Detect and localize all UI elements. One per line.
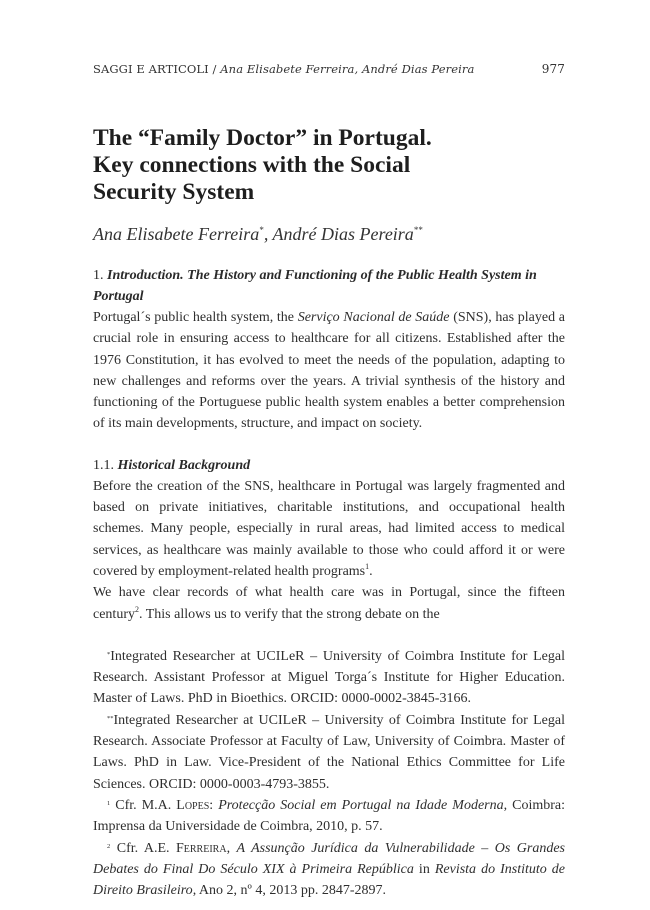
footnote-ref[interactable]: 1 [365, 561, 370, 571]
running-head [93, 62, 565, 76]
section-number: 1. [93, 268, 107, 283]
footnote-text: Cfr. M.A. [115, 797, 177, 813]
footnote-text: , [226, 840, 237, 856]
footnote-mark: * [107, 650, 111, 658]
footnote-text: in [413, 861, 435, 877]
footnote [93, 795, 565, 838]
footnote-text: Integrated Researcher at UCILeR – University of Coimbra Institute for Legal Research. Assistant Professor at Miguel Torga´s Institute for Higher Education. Master of Laws. PhD in Bioethics. ORCID: 0000-0002-3845-3166. [93, 648, 565, 707]
footnote [93, 646, 565, 710]
paragraph-text: Before the creation of the SNS, healthcare in Portugal was largely fragmented and based on private initiatives, charitable institutions, and occupational health schemes. Many people, especially in rural areas, had limited access to medical services, as healthcare was mainly available to those who could afford it or were covered by employment-related health programs [93, 478, 565, 579]
footnote-mark: 2 [107, 842, 111, 850]
author-name: Ana Elisabete Ferreira [93, 224, 260, 244]
paragraph-text: . [369, 563, 373, 579]
footnote-mark: 1 [107, 799, 111, 807]
subsection-heading [93, 455, 565, 476]
paragraph-text: We have clear records of what health care was in Portugal, since the fifteen century [93, 585, 565, 622]
paragraph [93, 476, 565, 582]
cited-title: A Assunção Jurídica da Vulnerabilidade – Os Grandes Debates do Final Do Século XIX à Primeira República [93, 840, 566, 877]
running-head-authors: Ana Elisabete Ferreira, André Dias Pereira [220, 62, 475, 76]
cited-journal: Revista do Instituto de Direito Brasileiro [93, 861, 566, 899]
footnote-text: , Coimbra: Imprensa da Universidade de Coimbra, 2010, p. 57. [93, 797, 566, 835]
title-line: Key connections with the Social [93, 152, 411, 178]
footnote-text: Integrated Researcher at UCILeR – University of Coimbra Institute for Legal Research. Associate Professor at Faculty of Law, University of Coimbra. Master of Laws. PhD in Law. Vice-President of the National Ethics Committee for Life Sciences. ORCID: 0000-0003-4793-3855. [93, 712, 565, 792]
section-title: Introduction. The History and Functioning of the Public Health System in Portugal [93, 268, 537, 304]
footnote-text: , Ano 2, nº 4, 2013 pp. 2847-2897. [192, 883, 387, 899]
footnote-text: Cfr. A.E. [116, 840, 176, 856]
page [93, 62, 565, 901]
paragraph-text: (SNS), has played a crucial role in ensuring access to healthcare for all citizens. Established after the 1976 Constitution, it has evolved to meet the needs of the population, adapting to new challenges and reforms over the years. A trivial synthesis of the history and functioning of the Portuguese public health system enables a better comprehension of its main developments, structure, and impact on society. [93, 310, 565, 432]
title-line: Security System [93, 179, 255, 205]
article-title [93, 125, 565, 206]
paragraph-text: Portugal´s public health system, the [93, 310, 298, 325]
emphasis-text: Serviço Nacional de Saúde [297, 310, 450, 325]
section-heading [93, 265, 565, 307]
subsection-number: 1.1. [93, 457, 118, 473]
footnote-text: : [209, 797, 219, 813]
section-label: SAGGI E ARTICOLI / [93, 62, 221, 76]
footnote-mark[interactable]: ** [413, 225, 423, 235]
title-line: The “Family Doctor” in Portugal. [93, 125, 432, 151]
footnote [93, 710, 565, 795]
subsection-title: Historical Background [117, 457, 251, 473]
footnotes [93, 646, 565, 902]
cited-author: Lopes [176, 797, 210, 813]
footnote-ref[interactable]: 2 [134, 604, 139, 614]
footnote [93, 838, 565, 902]
paragraph [93, 582, 565, 625]
cited-author: Ferreira [175, 840, 227, 856]
paragraph-text: . This allows us to verify that the strong debate on the [138, 606, 440, 622]
running-head-left [93, 62, 474, 76]
paragraph [93, 307, 565, 435]
author-separator: , [263, 224, 273, 244]
byline [93, 224, 565, 245]
cited-title: Protecção Social em Portugal na Idade Moderna [218, 797, 504, 813]
author-name: André Dias Pereira [272, 224, 414, 244]
footnote-mark: ** [107, 714, 114, 722]
footnote-mark[interactable]: * [259, 225, 264, 235]
page-number: 977 [541, 62, 565, 76]
